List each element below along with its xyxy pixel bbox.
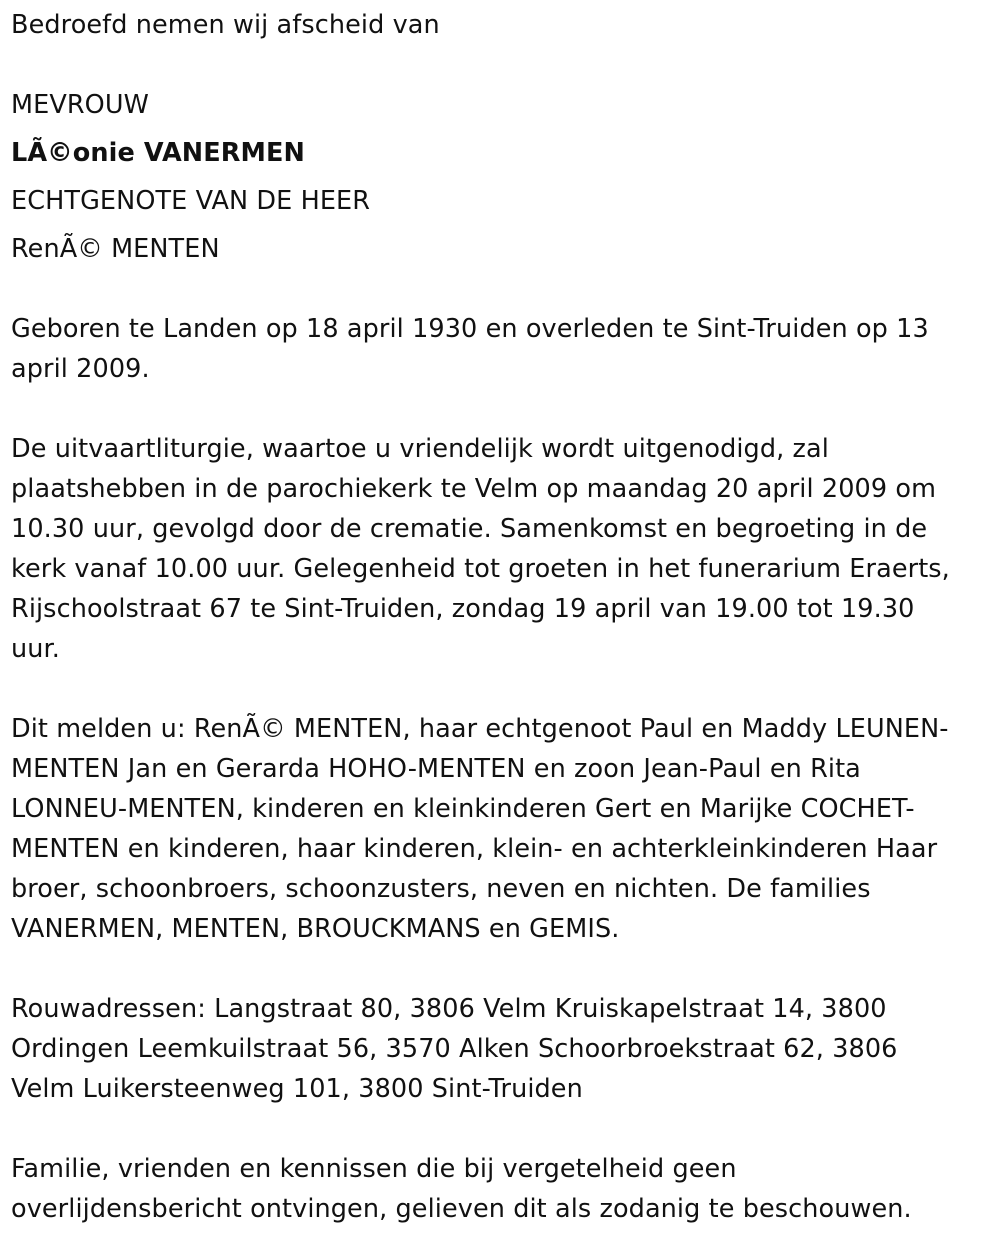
- paragraph-line: uur.: [11, 634, 60, 664]
- birth-death-paragraph: [11, 309, 991, 389]
- spouse-title: ECHTGENOTE VAN DE HEER: [11, 186, 371, 216]
- paragraph-line: Familie, vrienden en kennissen die bij vergetelheid geen: [11, 1154, 737, 1184]
- paragraph-line: MENTEN en kinderen, haar kinderen, klein- en achterkleinkinderen Haar: [11, 834, 938, 864]
- paragraph-line: 10.30 uur, gevolgd door de crematie. Samenkomst en begroeting in de: [11, 514, 928, 544]
- paragraph-line: Dit melden u: RenÃ© MENTEN, haar echtgenoot Paul en Maddy LEUNEN-: [11, 714, 949, 744]
- paragraph-line: april 2009.: [11, 354, 150, 384]
- paragraph-line: Rijschoolstraat 67 te Sint-Truiden, zondag 19 april van 19.00 tot 19.30: [11, 594, 915, 624]
- notice-paragraph: [11, 1149, 991, 1229]
- addresses-paragraph: [11, 989, 991, 1109]
- paragraph-line: MENTEN Jan en Gerarda HOHO-MENTEN en zoon Jean-Paul en Rita: [11, 754, 861, 784]
- deceased-title: MEVROUW: [11, 90, 149, 120]
- intro-text: Bedroefd nemen wij afscheid van: [11, 10, 440, 40]
- paragraph-line: overlijdensbericht ontvingen, gelieven dit als zodanig te beschouwen.: [11, 1194, 912, 1224]
- spouse-name: RenÃ© MENTEN: [11, 234, 220, 264]
- paragraph-line: Rouwadressen: Langstraat 80, 3806 Velm Kruiskapelstraat 14, 3800: [11, 994, 887, 1024]
- deceased-name: LÃ©onie VANERMEN: [11, 138, 305, 168]
- paragraph-line: LONNEU-MENTEN, kinderen en kleinkinderen Gert en Marijke COCHET-: [11, 794, 915, 824]
- paragraph-line: Geboren te Landen op 18 april 1930 en overleden te Sint-Truiden op 13: [11, 314, 929, 344]
- paragraph-line: De uitvaartliturgie, waartoe u vriendelijk wordt uitgenodigd, zal: [11, 434, 829, 464]
- paragraph-line: Ordingen Leemkuilstraat 56, 3570 Alken Schoorbroekstraat 62, 3806: [11, 1034, 898, 1064]
- family-paragraph: [11, 709, 991, 949]
- paragraph-line: Velm Luikersteenweg 101, 3800 Sint-Truiden: [11, 1074, 583, 1104]
- paragraph-line: kerk vanaf 10.00 uur. Gelegenheid tot groeten in het funerarium Eraerts,: [11, 554, 950, 584]
- paragraph-line: broer, schoonbroers, schoonzusters, neven en nichten. De families: [11, 874, 871, 904]
- paragraph-line: plaatshebben in de parochiekerk te Velm op maandag 20 april 2009 om: [11, 474, 937, 504]
- paragraph-line: VANERMEN, MENTEN, BROUCKMANS en GEMIS.: [11, 914, 620, 944]
- funeral-paragraph: [11, 429, 991, 669]
